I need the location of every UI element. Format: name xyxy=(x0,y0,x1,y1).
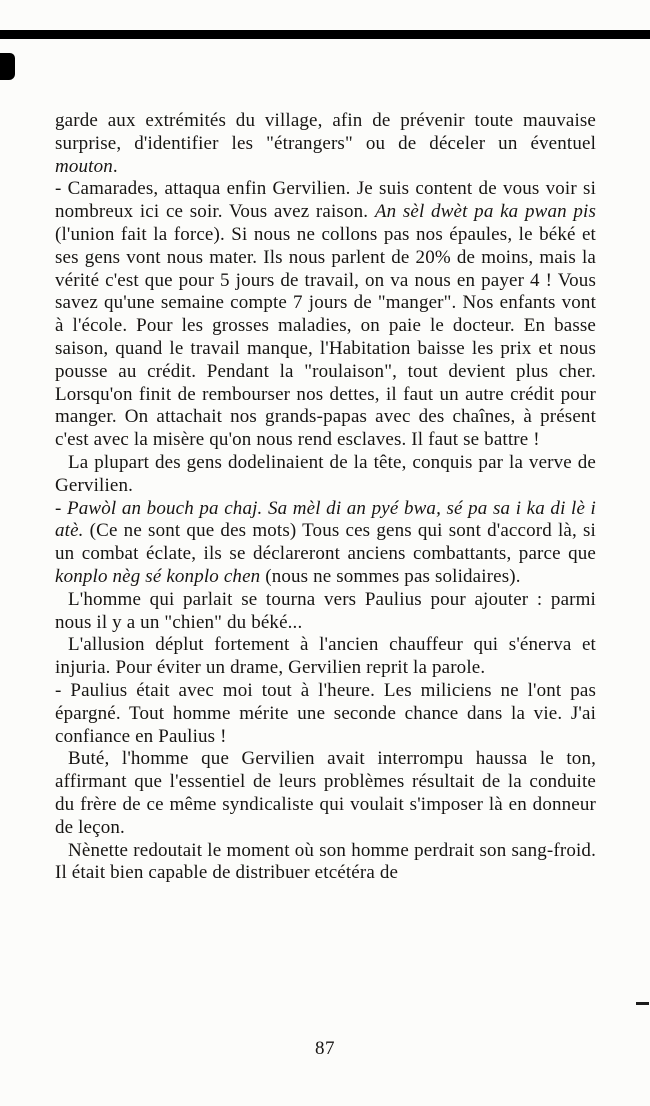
paragraph xyxy=(55,748,596,839)
text-run: - Paulius était avec moi tout à l'heure. Les miliciens ne l'ont pas épargné. Tout homme mérite une seconde chance dans la vie. J'ai confiance en Paulius ! xyxy=(55,679,596,747)
text-run: (Ce ne sont que des mots) Tous ces gens qui sont d'accord là, si un combat éclate, ils se déclareront anciens combattants, parce que xyxy=(55,520,596,565)
paragraph xyxy=(55,110,596,178)
paragraph xyxy=(55,680,596,748)
paragraph xyxy=(55,498,596,589)
italic-text-run: konplo nèg sé konplo chen xyxy=(55,565,261,587)
text-run: (l'union fait la force). Si nous ne collons pas nos épaules, le béké et ses gens vont nous mater. Ils nous parlent de 20% de moins, mais la vérité c'est que pour 5 jours de travail, on va nous en payer 4 ! Vous savez qu'une semaine compte 7 jours de "manger". Nos enfants vont à l'école. Pour les grosses maladies, on paie le docteur. En basse saison, quand le travail manque, l'Habitation baisse les prix et nous pousse au crédit. Pendant la "roulaison", tout devient plus cher. Lorsqu'on finit de rembourser nos dettes, il faut un autre crédit pour manger. On attachait nos grands-papas avec des chaînes, à présent c'est avec la misère qu'on nous rend esclaves. Il faut se battre ! xyxy=(55,223,596,451)
text-run: L'homme qui parlait se tourna vers Paulius pour ajouter : parmi nous il y a un "chien" du béké... xyxy=(55,588,596,633)
paragraph xyxy=(55,178,596,452)
italic-text-run: mouton xyxy=(55,155,113,177)
page-number: 87 xyxy=(315,1038,335,1059)
text-run: La plupart des gens dodelinaient de la tête, conquis par la verve de Gervilien. xyxy=(55,451,596,496)
text-run: Buté, l'homme que Gervilien avait interrompu haussa le ton, affirmant que l'essentiel de leurs problèmes résultait de la conduite du frère de ce même syndicaliste qui voulait s'imposer là en donneur de leçon. xyxy=(55,748,596,838)
scan-artifact-right-dash xyxy=(636,1002,649,1005)
text-run: . xyxy=(112,155,118,177)
paragraph xyxy=(55,589,596,635)
page-text xyxy=(55,110,596,885)
italic-text-run: Pawòl an bouch pa chaj. Sa mèl di an pyé bwa, sé pa sa i ka di lè i atè. xyxy=(55,497,596,542)
text-run: (nous ne sommes pas solidaires). xyxy=(260,565,521,587)
paragraph xyxy=(55,634,596,680)
italic-text-run: An sèl dwèt pa ka pwan pis xyxy=(374,201,597,223)
text-run: - xyxy=(55,497,68,519)
scan-artifact-left-mark xyxy=(0,53,15,80)
scan-artifact-top-bar xyxy=(0,30,650,39)
text-run: Nènette redoutait le moment où son homme perdrait son sang-froid. Il était bien capable de distribuer etcétéra de xyxy=(55,839,596,884)
paragraph xyxy=(55,452,596,498)
text-run: L'allusion déplut fortement à l'ancien chauffeur qui s'énerva et injuria. Pour éviter un drame, Gervilien reprit la parole. xyxy=(55,634,596,679)
text-run: garde aux extrémités du village, afin de prévenir toute mauvaise surprise, d'identifier les "étrangers" ou de déceler un éventuel xyxy=(55,110,596,154)
paragraph xyxy=(55,840,596,886)
text-run: - Camarades, attaqua enfin Gervilien. Je suis content de vous voir si nombreux ici ce soir. Vous avez raison. xyxy=(55,178,596,223)
